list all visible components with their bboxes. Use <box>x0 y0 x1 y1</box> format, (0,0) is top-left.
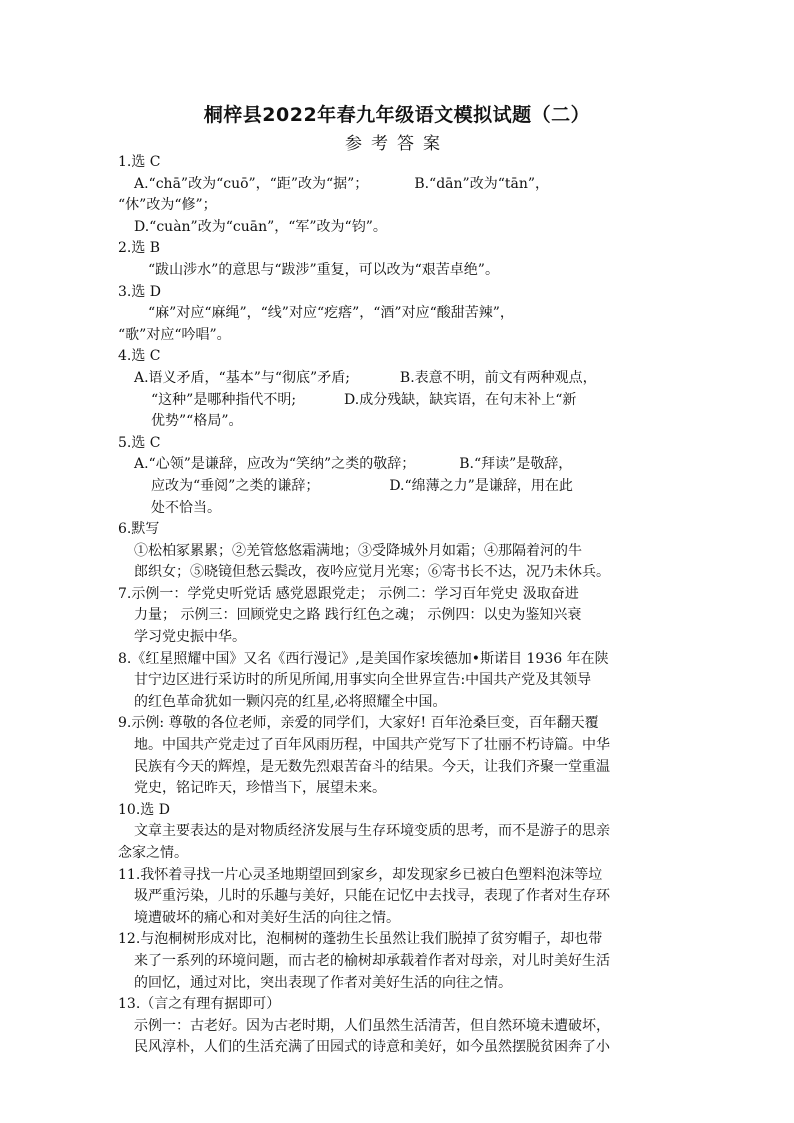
q4-head: 4.选 C <box>118 348 161 365</box>
q9-line-3: 民族有今天的辉煌，是无数先烈艰苦奋斗的结果。今天，让我们齐聚一堂重温 <box>134 758 610 775</box>
question-12 <box>118 929 678 994</box>
q1-option-b-cont: “休”改为“修”； <box>118 197 217 214</box>
q5-options-ab <box>118 454 678 476</box>
q1-option-a: A.“chā”改为“cuō”，“距”改为“据”； <box>134 175 369 192</box>
q5-option-d-cont: 处不恰当。 <box>151 499 221 516</box>
page-subtitle: 参考答案 <box>345 134 449 154</box>
question-8 <box>118 649 678 714</box>
question-4 <box>118 346 678 432</box>
q5-options-bd <box>118 476 678 498</box>
question-11 <box>118 865 678 930</box>
q5-option-b: B.“拜读”是敬辞， <box>459 456 573 473</box>
q11-line-1: 11.我怀着寻找一片心灵圣地期望回到家乡，却发现家乡已被白色塑料泡沫等垃 <box>118 866 603 883</box>
q7-line-1: 7.示例一：学党史听党话 感党恩跟党走； 示例二：学习百年党史 汲取奋进 <box>118 585 579 602</box>
q7-line-2: 力量； 示例三：回顾党史之路 践行红色之魂； 示例四：以史为鉴知兴衰 <box>134 607 582 624</box>
q1-head: 1.选 C <box>118 154 161 170</box>
q10-line-2: 念家之情。 <box>118 845 188 861</box>
q9-line-1: 9.示例: 尊敬的各位老师，亲爱的同学们，大家好! 百年沧桑巨变，百年翻天覆 <box>118 715 599 732</box>
q4-option-b-cont: “这种”是哪种指代不明; <box>151 391 297 408</box>
q12-line-3: 的回忆，通过对比，突出表现了作者对美好生活的向往之情。 <box>134 974 512 991</box>
q8-line-2: 甘宁边区进行采访时的所见所闻,用事实向全世界宣告:中国共产党及其领导 <box>134 672 592 689</box>
q8-line-3: 的红色革命犹如一颗闪亮的红星,必将照耀全中国。 <box>134 693 447 710</box>
q13-line-1: 示例一：古老好。因为古老时期，人们虽然生活清苦，但自然环境未遭破坏， <box>134 1017 610 1034</box>
question-3 <box>118 282 678 347</box>
q9-line-2: 地。中国共产党走过了百年风雨历程，中国共产党写下了壮丽不朽诗篇。中华 <box>134 737 610 754</box>
q7-line-3: 学习党史振中华。 <box>134 629 246 646</box>
q4-option-b: B.表意不明，前文有两种观点， <box>399 369 597 386</box>
q2-head: 2.选 B <box>118 240 161 257</box>
question-6 <box>118 519 678 584</box>
q5-option-b-cont: 应改为“垂阅”之类的谦辞； <box>151 477 320 494</box>
question-2 <box>118 238 678 281</box>
q5-option-a: A.“心领”是谦辞，应改为“笑纳”之类的敬辞； <box>134 456 416 473</box>
q1-option-d: D.“cuàn”改为“cuān”，“军”改为“钧”。 <box>134 218 387 235</box>
question-1 <box>118 152 678 238</box>
q1-option-b: B.“dān”改为“tān”， <box>414 175 549 192</box>
q1-options-ab <box>118 174 678 196</box>
q4-options-bd <box>118 390 678 412</box>
q3-line-1: “麻”对应“麻绳”，“线”对应“疙瘩”，“酒”对应“酸甜苦辣”， <box>148 305 514 322</box>
q4-option-d: D.成分残缺，缺宾语，在句末补上“新 <box>344 391 577 408</box>
q9-line-4: 党史，铭记昨天，珍惜当下，展望未来。 <box>134 780 386 797</box>
q12-line-2: 来了一系列的环境问题，而古老的榆树却承载着作者对母亲，对儿时美好生活 <box>134 952 610 969</box>
q6-head: 6.默写 <box>118 521 160 538</box>
q13-line-2: 民风淳朴，人们的生活充满了田园式的诗意和美好，如今虽然摆脱贫困奔了小 <box>134 1039 610 1056</box>
q10-line-1: 文章主要表达的是对物质经济发展与生存环境变质的思考，而不是游子的思亲 <box>134 823 610 840</box>
q11-line-3: 境遭破坏的痛心和对美好生活的向往之情。 <box>134 909 400 926</box>
question-5 <box>118 433 678 519</box>
q6-line-1: ①松柏冢累累；②羌管悠悠霜满地；③受降城外月如霜；④那隔着河的牛 <box>134 542 582 559</box>
q4-option-a: A.语义矛盾，“基本”与“彻底”矛盾; <box>134 369 350 386</box>
q3-head: 3.选 D <box>118 283 162 300</box>
q2-line-1: “跋山涉水”的意思与“跋涉”重复，可以改为“艰苦卓绝”。 <box>148 261 499 278</box>
page-title: 桐梓县2022年春九年级语文模拟试题（二） <box>203 104 591 126</box>
question-13 <box>118 994 678 1059</box>
q5-head: 5.选 C <box>118 434 161 451</box>
question-9 <box>118 713 678 799</box>
q8-line-1: 8.《红星照耀中国》又名《西行漫记》,是美国作家埃德加•斯诺目 1936 年在陕 <box>118 650 609 667</box>
q6-line-2: 郎织女；⑤晓镜但愁云鬓改，夜吟应觉月光寒；⑥寄书长不达，况乃未休兵。 <box>134 564 610 581</box>
q13-head: 13.（言之有理有据即可） <box>118 996 281 1013</box>
question-7 <box>118 584 678 649</box>
q12-line-1: 12.与泡桐树形成对比，泡桐树的蓬勃生长虽然让我们脱掉了贫穷帽子，却也带 <box>118 931 603 948</box>
q4-option-d-cont: 优势”“格局”。 <box>151 413 243 430</box>
q3-line-2: “歌”对应“吟唱”。 <box>118 326 231 343</box>
q5-option-d: D.“绵薄之力”是谦辞，用在此 <box>389 477 573 494</box>
answer-content <box>118 152 678 1059</box>
q11-line-2: 圾严重污染，儿时的乐趣与美好，只能在记忆中去找寻，表现了作者对生存环 <box>134 888 610 905</box>
q10-head: 10.选 D <box>118 801 170 818</box>
q4-options-ab <box>118 368 678 390</box>
question-10 <box>118 800 678 865</box>
